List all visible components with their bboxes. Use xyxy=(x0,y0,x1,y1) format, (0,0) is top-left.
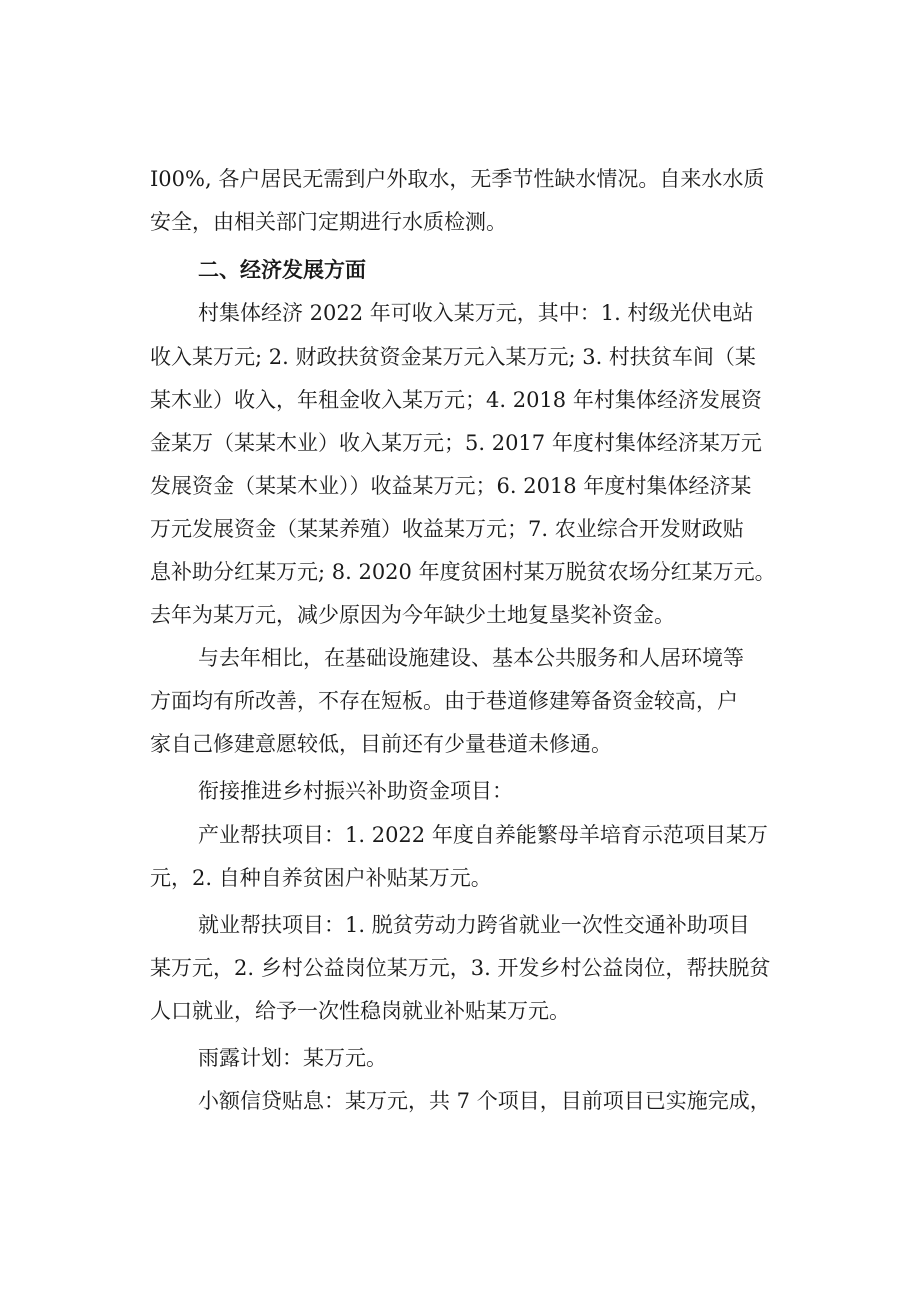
body-text-line: 方面均有所改善，不存在短板。由于巷道修建筹备资金较高，户 xyxy=(150,689,738,713)
body-text-line: 某万元，2. 乡村公益岗位某万元，3. 开发乡村公益岗位，帮扶脱贫 xyxy=(150,956,771,980)
body-text-line: 人口就业，给予一次性稳岗就业补贴某万元。 xyxy=(150,999,570,1023)
section-heading: 二、经济发展方面 xyxy=(198,258,366,282)
body-text-line: 息补助分红某万元; 8. 2020 年度贫困村某万脱贫农场分红某万元。 xyxy=(150,560,776,584)
body-text-line: 万元发展资金（某某养殖）收益某万元；7. 农业综合开发财政贴 xyxy=(150,517,744,541)
paragraph-first-line: 雨露计划：某万元。 xyxy=(198,1046,387,1070)
paragraph-first-line: 就业帮扶项目：1. 脱贫劳动力跨省就业一次性交通补助项目 xyxy=(198,913,750,937)
body-text-line: 家自己修建意愿较低，目前还有少量巷道未修通。 xyxy=(150,732,612,756)
body-text-line: 发展资金（某某木业））收益某万元；6. 2018 年度村集体经济某 xyxy=(150,474,752,498)
body-text-line: 安全，由相关部门定期进行水质检测。 xyxy=(150,210,507,234)
document-page xyxy=(150,0,808,1301)
body-text-line: 元，2. 自种自养贫困户补贴某万元。 xyxy=(150,866,492,890)
body-text-line: 收入某万元; 2. 财政扶贫资金某万元入某万元; 3. 村扶贫车间（某 xyxy=(150,345,756,369)
paragraph-first-line: 衔接推进乡村振兴补助资金项目： xyxy=(198,779,513,803)
body-text-line: I00%, 各户居民无需到户外取水，无季节性缺水情况。自来水水质 xyxy=(150,167,765,191)
body-text-line: 某木业）收入，年租金收入某万元；4. 2018 年村集体经济发展资 xyxy=(150,388,762,412)
body-text-line: 金某万（某某木业）收入某万元；5. 2017 年度村集体经济某万元 xyxy=(150,431,762,455)
paragraph-first-line: 小额信贷贴息：某万元，共 7 个项目，目前项目已实施完成， xyxy=(198,1089,771,1113)
paragraph-first-line: 产业帮扶项目：1. 2022 年度自养能繁母羊培育示范项目某万 xyxy=(198,823,768,847)
body-text-line: 去年为某万元，减少原因为今年缺少土地复垦奖补资金。 xyxy=(150,603,675,627)
paragraph-first-line: 与去年相比，在基础设施建设、基本公共服务和人居环境等 xyxy=(198,646,744,670)
paragraph-first-line: 村集体经济 2022 年可收入某万元，其中：1. 村级光伏电站 xyxy=(198,301,754,325)
